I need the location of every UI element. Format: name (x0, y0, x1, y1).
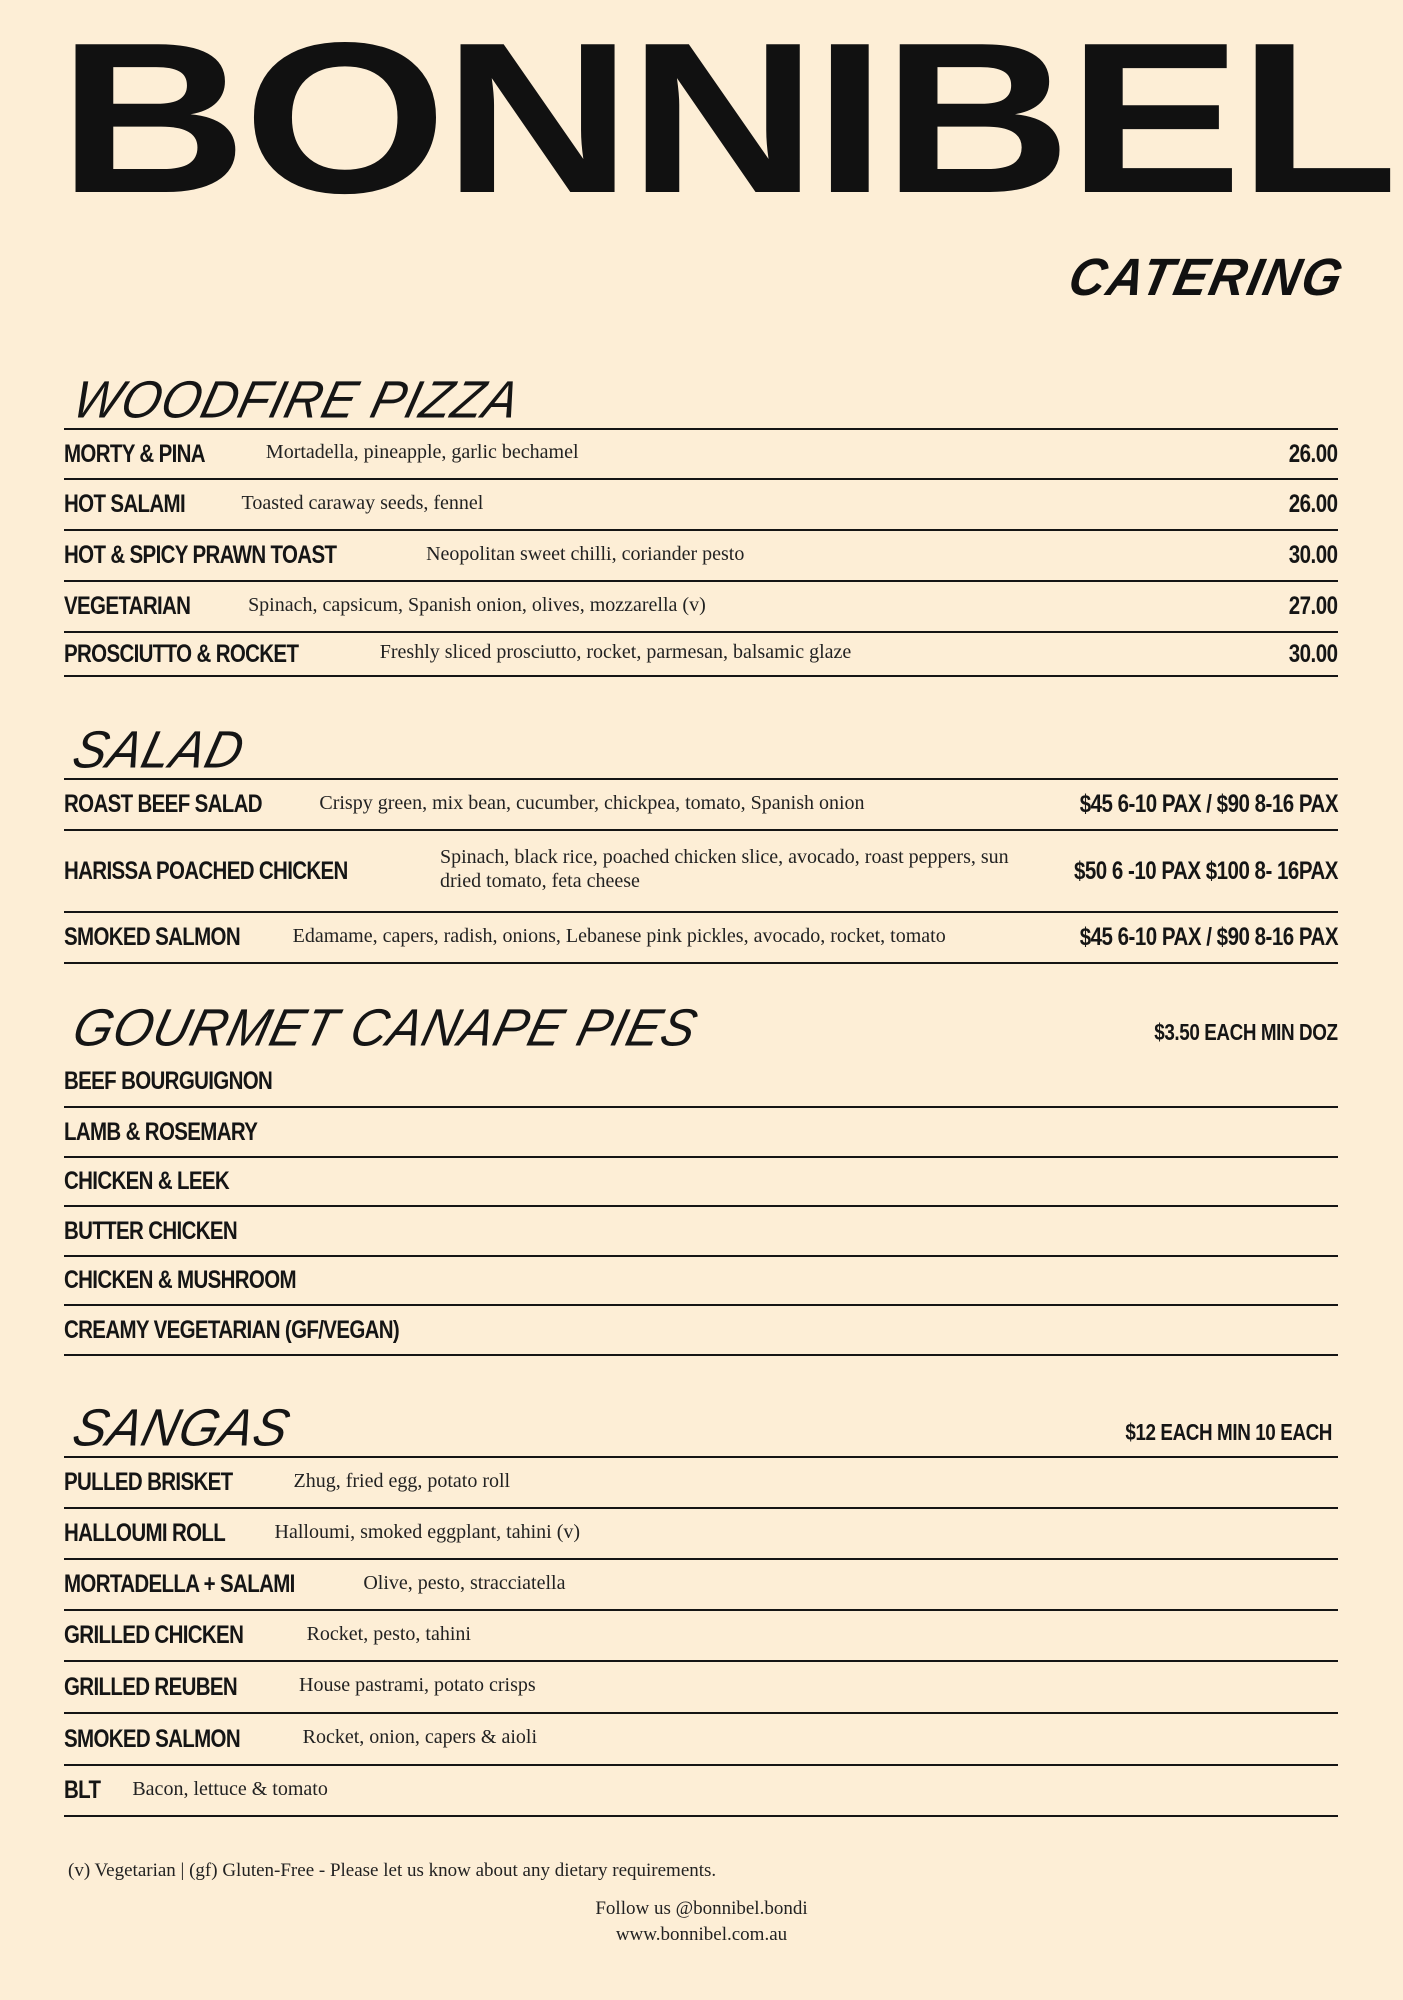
item-description: Rocket, onion, capers & aioli (302, 1726, 537, 1748)
item-name: SMOKED SALMON (64, 1724, 240, 1753)
dietary-note: (v) Vegetarian | (gf) Gluten-Free - Please let us know about any dietary requirements. (68, 1860, 717, 1881)
section-price-note: $3.50 EACH MIN DOZ (1154, 1019, 1338, 1045)
item-name: GRILLED REUBEN (64, 1672, 238, 1701)
item-name: BEEF BOURGUIGNON (64, 1066, 273, 1095)
section-pies (64, 1000, 1338, 1356)
menu-row (64, 1662, 1338, 1714)
item-name: HARISSA POACHED CHICKEN (64, 856, 348, 885)
item-name: BLT (64, 1776, 101, 1804)
item-description: Spinach, black rice, poached chicken slice, avocado, roast peppers, sun dried tomato, feta cheese (439, 846, 1009, 892)
menu-row (64, 1458, 1338, 1509)
item-description: Freshly sliced prosciutto, rocket, parmesan, balsamic glaze (379, 641, 852, 663)
item-name: PROSCIUTTO & ROCKET (64, 639, 299, 668)
section-header (64, 1000, 1338, 1056)
item-description: Neopolitan sweet chilli, coriander pesto (426, 542, 745, 565)
menu-row (64, 430, 1338, 480)
menu-row (64, 780, 1338, 831)
brand-subtitle: CATERING (1063, 247, 1350, 307)
item-price: 30.00 (1289, 541, 1338, 569)
menu-row (64, 1714, 1338, 1766)
menu-row (64, 1306, 1338, 1356)
item-price: $50 6 -10 PAX $100 8- 16PAX (1073, 856, 1338, 885)
menu-row (64, 1611, 1338, 1662)
item-name: CREAMY VEGETARIAN (GF/VEGAN) (64, 1315, 400, 1344)
menu-row (64, 1766, 1338, 1817)
menu-row (64, 831, 1338, 913)
item-name: MORTADELLA + SALAMI (64, 1570, 295, 1598)
website-link[interactable]: www.bonnibel.com.au (615, 1924, 788, 1945)
item-price: $45 6-10 PAX / $90 8-16 PAX (1079, 923, 1338, 951)
brand-logo: BONNIBEL (58, 0, 1395, 238)
item-name: PULLED BRISKET (64, 1468, 233, 1496)
item-name: HOT & SPICY PRAWN TOAST (64, 541, 337, 569)
item-description: Zhug, fried egg, potato roll (293, 1469, 511, 1492)
section-price-note: $12 EACH MIN 10 EACH (1125, 1419, 1332, 1445)
item-description: Spinach, capsicum, Spanish onion, olives, mozzarella (v) (248, 593, 706, 616)
item-name: MORTY & PINA (64, 439, 205, 468)
menu-row (64, 1108, 1338, 1158)
item-description: Crispy green, mix bean, cucumber, chickpea, tomato, Spanish onion (319, 791, 865, 814)
item-description: Mortadella, pineapple, garlic bechamel (265, 441, 579, 463)
item-price: 26.00 (1289, 490, 1338, 518)
section-header (64, 720, 1338, 780)
item-name: GRILLED CHICKEN (64, 1621, 244, 1649)
item-description: Olive, pesto, stracciatella (363, 1571, 566, 1594)
item-description: Bacon, lettuce & tomato (132, 1777, 328, 1800)
section-title: SANGAS (67, 1398, 297, 1458)
menu-row (64, 582, 1338, 633)
item-name: HALLOUMI ROLL (64, 1519, 226, 1547)
section-sangas (64, 1398, 1338, 1817)
item-name: HOT SALAMI (64, 490, 185, 518)
item-name: CHICKEN & MUSHROOM (64, 1266, 296, 1294)
item-price: 27.00 (1289, 592, 1338, 620)
menu-row (64, 531, 1338, 582)
item-description: House pastrami, potato crisps (299, 1674, 536, 1696)
menu-row (64, 1158, 1338, 1207)
item-name: SMOKED SALMON (64, 923, 240, 951)
menu-row (64, 1560, 1338, 1611)
social-handle: Follow us @bonnibel.bondi (595, 1898, 808, 1919)
item-price: 26.00 (1289, 439, 1338, 468)
item-description: Edamame, capers, radish, onions, Lebanese pink pickles, avocado, rocket, tomato (292, 924, 946, 947)
item-price: 30.00 (1289, 639, 1338, 668)
menu-row (64, 633, 1338, 677)
section-header (64, 1398, 1338, 1458)
item-name: LAMB & ROSEMARY (64, 1117, 258, 1146)
menu-row (64, 1509, 1338, 1560)
section-pizza (64, 370, 1338, 677)
section-title: WOODFIRE PIZZA (67, 370, 527, 430)
item-name: CHICKEN & LEEK (64, 1167, 230, 1195)
item-description: Toasted caraway seeds, fennel (241, 491, 484, 514)
menu-row (64, 1207, 1338, 1257)
item-price: $45 6-10 PAX / $90 8-16 PAX (1079, 790, 1338, 818)
menu-row (64, 1056, 1338, 1108)
item-description: Halloumi, smoked eggplant, tahini (v) (274, 1520, 581, 1543)
item-name: ROAST BEEF SALAD (64, 790, 262, 818)
section-salad (64, 720, 1338, 964)
section-title: SALAD (67, 720, 251, 780)
menu-row (64, 1257, 1338, 1306)
menu-row (64, 913, 1338, 964)
item-description: Rocket, pesto, tahini (306, 1622, 471, 1645)
menu-row (64, 480, 1338, 531)
item-name: BUTTER CHICKEN (64, 1216, 238, 1245)
item-name: VEGETARIAN (64, 592, 191, 620)
section-header (64, 370, 1338, 430)
section-title: GOURMET CANAPE PIES (67, 998, 704, 1058)
